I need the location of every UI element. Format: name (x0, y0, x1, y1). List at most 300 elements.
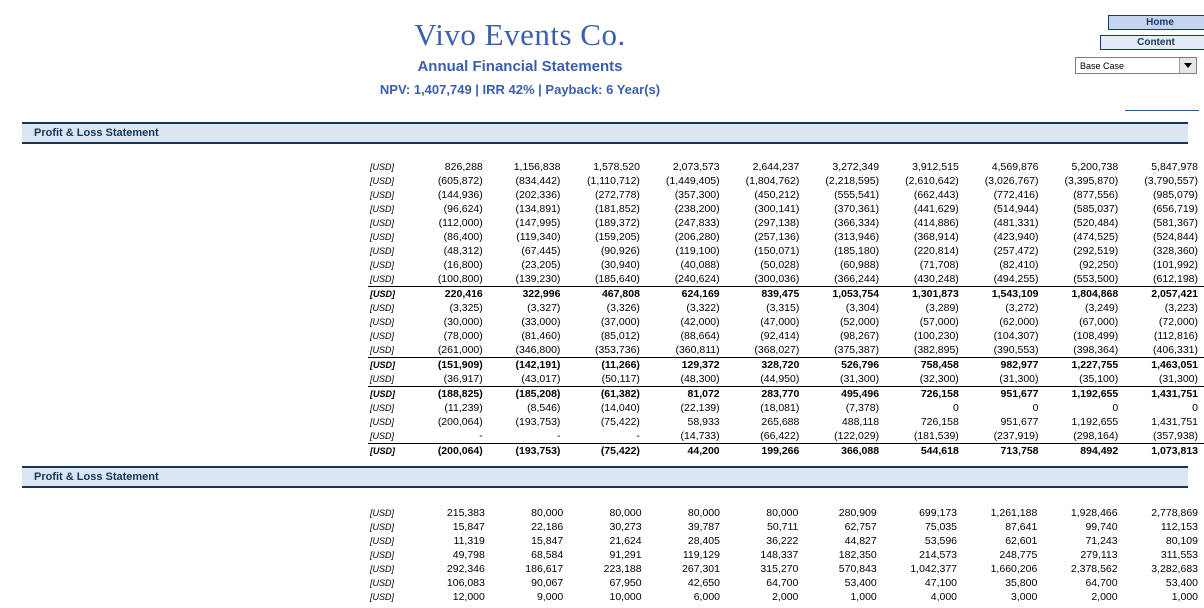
table-cell: (88,664) (680, 330, 720, 342)
table-cell: 265,688 (761, 416, 800, 428)
table-cell: (151,909) (412, 358, 489, 373)
table-row (368, 301, 1204, 315)
table-cell: (159,205) (594, 231, 640, 243)
table-cell: (139,230) (515, 273, 561, 285)
table-cell: (353,736) (594, 344, 640, 356)
table-cell: (3,289) (925, 302, 959, 314)
table-cell: 1,804,868 (1045, 287, 1125, 302)
table-cell: 2,644,237 (752, 161, 800, 173)
table-cell: (398,364) (1073, 344, 1119, 356)
table-row (368, 534, 1204, 548)
table-cell: 2,000 (772, 591, 799, 603)
section-title: Profit & Loss Statement (34, 127, 159, 139)
table-cell: (346,800) (515, 344, 561, 356)
table-row (368, 216, 1204, 230)
table-cell: 311,553 (1160, 549, 1198, 561)
table-cell: (181,539) (913, 430, 959, 442)
table-cell: (96,624) (443, 203, 483, 215)
table-cell: (147,995) (515, 217, 561, 229)
section-header-profit-loss-2 (22, 466, 1188, 488)
table-cell: 495,496 (805, 387, 885, 402)
table-cell: 0 (1192, 402, 1198, 414)
table-cell: (104,307) (993, 330, 1039, 342)
table-cell: 0 (952, 402, 959, 414)
table-cell: (30,000) (443, 316, 483, 328)
table-cell: (108,499) (1073, 330, 1119, 342)
table-cell: - (479, 430, 483, 442)
table-cell: (524,844) (1153, 231, 1198, 243)
table-cell: (67,445) (521, 245, 561, 257)
table-cell: 2,073,573 (672, 161, 720, 173)
table-cell: (181,852) (594, 203, 640, 215)
table-cell: 64,700 (1085, 577, 1118, 589)
table-cell: (31,300) (1158, 373, 1198, 385)
table-cell: 4,569,876 (991, 161, 1039, 173)
table-row (368, 548, 1204, 562)
table-cell: (67,000) (1079, 316, 1119, 328)
table-cell: (368,027) (754, 344, 800, 356)
table-cell: 215,383 (446, 507, 485, 519)
table-cell: 4,000 (930, 591, 958, 603)
table-cell: (92,250) (1079, 259, 1119, 271)
table-cell: 280,909 (838, 507, 877, 519)
table-cell: 80,000 (687, 507, 720, 519)
table-cell: 1,192,655 (1071, 416, 1119, 428)
table-cell: (142,191) (489, 358, 567, 373)
table-cell: (3,325) (449, 302, 483, 314)
table-cell: (30,940) (600, 259, 640, 271)
table-cell: 315,270 (760, 563, 799, 575)
table-row (368, 415, 1204, 429)
table-cell: (656,719) (1153, 203, 1198, 215)
table-cell: (90,926) (600, 245, 640, 257)
table-cell: - (636, 430, 640, 442)
table-cell: 1,156,838 (513, 161, 561, 173)
table-cell: 64,700 (766, 577, 799, 589)
table-cell: 758,458 (885, 358, 965, 373)
table-cell: (81,460) (521, 330, 561, 342)
table-cell: 570,843 (838, 563, 877, 575)
row-unit: [USD] (370, 218, 395, 228)
table-row (368, 576, 1204, 590)
profit-loss-table-1 (368, 160, 1204, 458)
section-title: Profit & Loss Statement (34, 471, 159, 483)
table-cell: (2,218,595) (825, 175, 880, 187)
table-cell: (3,322) (686, 302, 720, 314)
row-unit: [USD] (370, 536, 395, 546)
table-row (368, 387, 1204, 402)
table-cell: 49,798 (452, 549, 485, 561)
table-cell: 15,847 (531, 535, 564, 547)
row-unit: [USD] (370, 403, 395, 413)
table-cell: 3,912,515 (912, 161, 959, 173)
table-cell: (144,936) (437, 189, 483, 201)
row-unit: [USD] (370, 345, 395, 355)
table-cell: (662,443) (913, 189, 959, 201)
table-cell: (119,340) (516, 231, 561, 243)
scenario-selected-label: Base Case (1080, 60, 1125, 71)
table-cell: 214,573 (919, 549, 958, 561)
table-cell: 1,660,206 (990, 563, 1038, 575)
table-cell: 53,400 (844, 577, 877, 589)
table-cell: 1,073,813 (1124, 444, 1204, 459)
table-row (368, 520, 1204, 534)
table-cell: (119,100) (675, 245, 720, 257)
table-cell: (238,200) (674, 203, 720, 215)
table-cell: 223,188 (603, 563, 642, 575)
table-cell: 839,475 (726, 287, 806, 302)
table-cell: (2,610,642) (905, 175, 959, 187)
table-cell: 28,405 (687, 535, 720, 547)
table-cell: 544,618 (885, 444, 965, 459)
table-cell: (553,500) (1073, 273, 1119, 285)
row-unit: [USD] (368, 358, 412, 373)
content-button[interactable]: Content (1100, 35, 1204, 50)
table-cell: (298,164) (1073, 430, 1119, 442)
table-cell: 267,301 (682, 563, 720, 575)
table-cell: (188,825) (412, 387, 489, 402)
row-unit: [USD] (370, 374, 395, 384)
table-cell: 80,000 (766, 507, 799, 519)
table-cell: (33,000) (521, 316, 561, 328)
table-cell: 713,758 (965, 444, 1045, 459)
table-cell: (18,081) (760, 402, 800, 414)
table-cell: (1,804,762) (745, 175, 800, 187)
table-cell: (66,422) (760, 430, 800, 442)
table-cell: (75,422) (600, 416, 640, 428)
table-cell: (31,300) (839, 373, 880, 385)
table-cell: (237,919) (993, 430, 1039, 442)
table-cell: (72,000) (1158, 316, 1198, 328)
profit-loss-table-2 (368, 506, 1204, 604)
table-cell: 53,596 (924, 535, 958, 547)
table-cell: 42,650 (687, 577, 720, 589)
table-cell: 279,113 (1080, 549, 1118, 561)
table-cell: (3,315) (766, 302, 800, 314)
table-cell: (257,472) (993, 245, 1039, 257)
table-cell: 951,677 (965, 387, 1045, 402)
table-cell: (366,244) (834, 273, 880, 285)
table-cell: (35,100) (1079, 373, 1119, 385)
table-cell: (390,553) (993, 344, 1039, 356)
row-unit: [USD] (370, 260, 395, 270)
table-row (368, 202, 1204, 216)
row-unit: [USD] (370, 274, 395, 284)
table-cell: 3,282,683 (1151, 563, 1198, 575)
row-unit: [USD] (368, 287, 412, 302)
table-cell: 106,083 (446, 577, 485, 589)
table-cell: 99,740 (1085, 521, 1118, 533)
table-cell: (612,198) (1153, 273, 1198, 285)
table-cell: (581,367) (1153, 217, 1198, 229)
row-unit: [USD] (370, 317, 395, 327)
table-cell: (430,248) (913, 273, 959, 285)
table-cell: (247,833) (674, 217, 720, 229)
row-unit: [USD] (370, 232, 395, 242)
table-cell: (3,304) (845, 302, 880, 314)
row-unit: [USD] (370, 303, 395, 313)
table-cell: - (556, 430, 561, 442)
table-row (368, 160, 1204, 174)
table-cell: (261,000) (437, 344, 483, 356)
table-cell: 1,431,751 (1151, 416, 1198, 428)
table-cell: (42,000) (680, 316, 720, 328)
table-cell: (193,753) (515, 416, 561, 428)
table-cell: 2,778,869 (1151, 507, 1198, 519)
header-title-block (0, 18, 1040, 100)
table-cell: (112,816) (1153, 330, 1198, 342)
table-cell: 1,000 (850, 591, 877, 603)
table-row (368, 287, 1204, 302)
table-cell: (62,000) (999, 316, 1039, 328)
table-cell: 2,057,421 (1124, 287, 1204, 302)
table-cell: (31,300) (999, 373, 1039, 385)
row-unit: [USD] (370, 176, 395, 186)
table-row (368, 444, 1204, 459)
table-cell: (357,300) (674, 189, 720, 201)
table-cell: 50,711 (767, 521, 799, 533)
table-cell: 3,272,349 (832, 161, 880, 173)
table-cell: (47,000) (760, 316, 800, 328)
table-cell: 39,787 (687, 521, 720, 533)
scenario-dropdown[interactable] (1075, 57, 1197, 74)
table-cell: (328,360) (1153, 245, 1198, 257)
table-row (368, 401, 1204, 415)
table-cell: (585,037) (1073, 203, 1119, 215)
table-cell: 44,200 (646, 444, 726, 459)
section-header-profit-loss-1 (22, 122, 1188, 144)
table-cell: 112,153 (1160, 521, 1198, 533)
row-unit: [USD] (370, 331, 395, 341)
table-cell: 5,200,738 (1071, 161, 1119, 173)
row-unit: [USD] (370, 431, 395, 441)
table-row (368, 562, 1204, 576)
table-cell: (3,026,767) (984, 175, 1039, 187)
table-cell: (40,088) (680, 259, 720, 271)
table-cell: (3,395,870) (1064, 175, 1119, 187)
table-cell: 87,641 (1005, 521, 1038, 533)
table-cell: 322,996 (489, 287, 567, 302)
table-row (368, 315, 1204, 329)
table-cell: 526,796 (805, 358, 885, 373)
table-cell: (32,300) (919, 373, 959, 385)
table-cell: (3,326) (606, 302, 640, 314)
home-button[interactable]: Home (1108, 15, 1204, 30)
row-unit: [USD] (370, 190, 395, 200)
table-cell: (360,811) (675, 344, 720, 356)
table-cell: (3,223) (1164, 302, 1198, 314)
table-row (368, 590, 1204, 604)
table-cell: (43,017) (521, 373, 561, 385)
table-cell: (60,988) (839, 259, 880, 271)
row-unit: [USD] (370, 246, 395, 256)
row-unit: [USD] (370, 162, 395, 172)
row-unit: [USD] (370, 508, 395, 518)
table-cell: 1,053,754 (805, 287, 885, 302)
table-cell: (202,336) (515, 189, 561, 201)
table-cell: (23,205) (521, 259, 561, 271)
table-cell: 1,301,873 (885, 287, 965, 302)
table-cell: 36,222 (766, 535, 799, 547)
table-cell: 1,543,109 (965, 287, 1045, 302)
table-cell: 67,950 (609, 577, 642, 589)
table-cell: (423,940) (993, 231, 1039, 243)
table-cell: 62,757 (844, 521, 877, 533)
table-cell: 80,000 (531, 507, 564, 519)
table-cell: 71,243 (1085, 535, 1118, 547)
table-cell: 1,431,751 (1124, 387, 1204, 402)
row-unit: [USD] (370, 592, 395, 602)
table-cell: 2,000 (1091, 591, 1118, 603)
table-cell: 3,000 (1011, 591, 1038, 603)
table-cell: (71,708) (919, 259, 959, 271)
table-cell: (85,012) (600, 330, 640, 342)
table-cell: 182,350 (838, 549, 877, 561)
table-row (368, 329, 1204, 343)
table-cell: (98,267) (839, 330, 880, 342)
table-cell: 21,624 (609, 535, 642, 547)
table-cell: 1,928,466 (1070, 507, 1118, 519)
row-unit: [USD] (370, 578, 395, 588)
table-cell: (36,917) (443, 373, 483, 385)
table-cell: 129,372 (646, 358, 726, 373)
table-cell: (8,546) (527, 402, 561, 414)
table-cell: (75,422) (566, 444, 645, 459)
table-cell: 0 (1112, 402, 1119, 414)
table-cell: (150,071) (754, 245, 800, 257)
table-cell: (240,624) (674, 273, 720, 285)
table-row (368, 258, 1204, 272)
company-title: Vivo Events Co. (414, 17, 626, 52)
table-cell: (313,946) (834, 231, 880, 243)
chevron-down-icon[interactable] (1179, 58, 1196, 73)
table-row (368, 358, 1204, 373)
table-cell: 366,088 (805, 444, 885, 459)
table-cell: (300,141) (754, 203, 800, 215)
table-cell: 248,775 (999, 549, 1038, 561)
table-cell: (92,414) (760, 330, 800, 342)
table-cell: 699,173 (919, 507, 958, 519)
table-cell: (48,312) (443, 245, 483, 257)
table-cell: 81,072 (646, 387, 726, 402)
table-cell: (555,541) (834, 189, 880, 201)
table-row (368, 244, 1204, 258)
table-cell: (3,272) (1005, 302, 1039, 314)
table-cell: (78,000) (443, 330, 483, 342)
table-cell: 283,770 (726, 387, 806, 402)
table-row (368, 272, 1204, 287)
table-cell: 488,118 (841, 416, 880, 428)
table-cell: 91,291 (609, 549, 642, 561)
table-cell: 1,042,377 (910, 563, 958, 575)
table-cell: 80,109 (1165, 535, 1198, 547)
table-cell: 292,346 (446, 563, 485, 575)
table-cell: (520,484) (1073, 217, 1119, 229)
table-cell: (382,895) (913, 344, 959, 356)
table-cell: (292,519) (1073, 245, 1119, 257)
kpi-summary: NPV: 1,407,749 | IRR 42% | Payback: 6 Year(s) (379, 82, 661, 97)
table-cell: (206,280) (674, 231, 720, 243)
table-cell: 90,067 (531, 577, 564, 589)
table-cell: (297,138) (754, 217, 800, 229)
table-cell: 9,000 (536, 591, 564, 603)
header-divider (1125, 110, 1199, 111)
table-cell: (101,992) (1153, 259, 1198, 271)
table-cell: (368,914) (913, 231, 959, 243)
table-cell: (474,525) (1073, 231, 1119, 243)
table-row (368, 506, 1204, 520)
table-cell: 75,035 (924, 521, 958, 533)
table-cell: (57,000) (919, 316, 959, 328)
table-cell: (193,753) (489, 444, 567, 459)
table-cell: 62,601 (1005, 535, 1038, 547)
table-cell: 1,463,051 (1124, 358, 1204, 373)
table-cell: 826,288 (444, 161, 483, 173)
table-cell: 2,378,562 (1070, 563, 1118, 575)
table-cell: (16,800) (443, 259, 483, 271)
table-cell: (985,079) (1153, 189, 1198, 201)
table-cell: 80,000 (609, 507, 642, 519)
table-row (368, 343, 1204, 358)
table-cell: (185,180) (834, 245, 880, 257)
table-cell: (375,387) (834, 344, 880, 356)
table-cell: 199,266 (726, 444, 806, 459)
table-cell: 6,000 (693, 591, 720, 603)
table-cell: (134,891) (515, 203, 561, 215)
table-cell: (11,266) (566, 358, 645, 373)
table-cell: (300,036) (754, 273, 800, 285)
table-cell: 624,169 (646, 287, 726, 302)
table-cell: 35,800 (1005, 577, 1038, 589)
table-cell: (220,814) (913, 245, 959, 257)
table-cell: 951,677 (1000, 416, 1039, 428)
table-cell: (1,110,712) (586, 175, 640, 187)
table-cell: (3,327) (527, 302, 561, 314)
table-cell: (22,139) (680, 402, 720, 414)
table-cell: 148,337 (760, 549, 799, 561)
table-cell: (14,040) (600, 402, 640, 414)
table-cell: (100,230) (913, 330, 959, 342)
table-cell: (44,950) (760, 373, 800, 385)
table-cell: 15,847 (452, 521, 485, 533)
table-cell: (86,400) (443, 231, 483, 243)
table-cell: 1,227,755 (1045, 358, 1125, 373)
table-row (368, 174, 1204, 188)
table-cell: (185,208) (489, 387, 567, 402)
table-cell: (514,944) (993, 203, 1039, 215)
table-cell: (370,361) (834, 203, 880, 215)
table-cell: (185,640) (594, 273, 640, 285)
table-cell: (7,378) (845, 402, 880, 414)
table-cell: 220,416 (412, 287, 489, 302)
table-cell: 982,977 (965, 358, 1045, 373)
table-cell: (200,064) (412, 444, 489, 459)
table-cell: (61,382) (566, 387, 645, 402)
table-cell: 5,847,978 (1151, 161, 1198, 173)
table-cell: (366,334) (834, 217, 880, 229)
table-cell: (1,449,405) (665, 175, 720, 187)
table-cell: (834,442) (515, 175, 561, 187)
table-row (368, 429, 1204, 444)
table-cell: (112,000) (438, 217, 483, 229)
table-cell: 1,000 (1171, 591, 1198, 603)
table-cell: 68,584 (531, 549, 564, 561)
table-cell: (450,212) (754, 189, 800, 201)
table-cell: 12,000 (452, 591, 485, 603)
table-cell: 47,100 (924, 577, 958, 589)
table-cell: (272,778) (594, 189, 640, 201)
table-cell: (14,733) (680, 430, 720, 442)
